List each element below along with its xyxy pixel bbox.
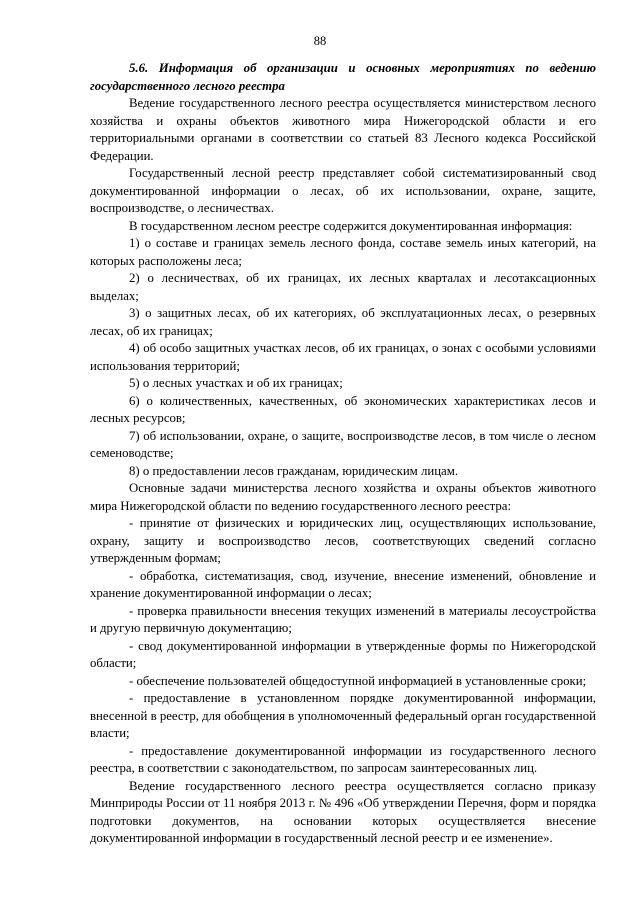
list-item: - принятие от физических и юридических лиц, осуществляющих использование, охрану, защиту и воспроизводство лесов, соответствующих сведений согласно утвержденным формам; bbox=[90, 516, 596, 565]
list-item: 8) о предоставлении лесов гражданам, юридическим лицам. bbox=[129, 463, 459, 478]
list-item: - обеспечение пользователей общедоступной информацией в установленные сроки; bbox=[129, 673, 587, 688]
paragraph: Ведение государственного лесного реестра осуществляется министерством лесного хозяйства и охраны объектов животного мира Нижегородской области и его территориальными органами в соответствии со статьей 83 Лесного кодекса Российской Федерации. bbox=[90, 96, 596, 163]
list-item: 4) об особо защитных участках лесов, об их границах, о зонах с особыми условиями использования территорий; bbox=[90, 341, 596, 373]
section-body bbox=[90, 60, 596, 848]
paragraph: Государственный лесной реестр представляет собой систематизированный свод документированной информации о лесах, об их использовании, охране, защите, воспроизводстве, о лесничествах. bbox=[90, 166, 596, 215]
list-item: 7) об использовании, охране, о защите, воспроизводстве лесов, в том числе о лесном семеноводстве; bbox=[90, 428, 596, 460]
paragraph: В государственном лесном реестре содержится документированная информация: bbox=[129, 218, 573, 233]
list-item: 1) о составе и границах земель лесного фонда, составе земель иных категорий, на которых расположены леса; bbox=[90, 236, 596, 268]
page-number: 88 bbox=[313, 34, 327, 48]
list-item: 6) о количественных, качественных, об экономических характеристиках лесов и лесных ресурсов; bbox=[90, 393, 596, 425]
list-item: - свод документированной информации в утвержденные формы по Нижегородской области; bbox=[90, 638, 596, 670]
list-item: 3) о защитных лесах, об их категориях, об эксплуатационных лесах, о резервных лесах, об их границах; bbox=[90, 306, 596, 338]
paragraph: Ведение государственного лесного реестра осуществляется согласно приказу Минприроды России от 11 ноября 2013 г. № 496 «Об утверждении Перечня, форм и порядка подготовки документов, на основании которых осуществляется внесение документированной информации в государственный лесной реестр и ее изменение». bbox=[90, 778, 596, 845]
list-item: 5) о лесных участках и об их границах; bbox=[129, 376, 343, 390]
list-item: - проверка правильности внесения текущих изменений в материалы лесоустройства и другую первичную документацию; bbox=[90, 603, 596, 635]
section-heading: 5.6. Информация об организации и основных мероприятиях по ведению государственного лесного реестра bbox=[90, 61, 596, 93]
list-item: - предоставление в установленном порядке документированной информации, внесенной в реестр, для обобщения в уполномоченный федеральный орган государственной власти; bbox=[90, 691, 596, 740]
list-item: 2) о лесничествах, об их границах, их лесных кварталах и лесотаксационных выделах; bbox=[90, 271, 596, 303]
list-item: - обработка, систематизация, свод, изучение, внесение изменений, обновление и хранение документированной информации о лесах; bbox=[90, 568, 596, 600]
list-item: - предоставление документированной информации из государственного лесного реестра, в соответствии с законодательством, по запросам заинтересованных лиц. bbox=[90, 743, 596, 775]
paragraph: Основные задачи министерства лесного хозяйства и охраны объектов животного мира Нижегородской области по ведению государственного лесного реестра: bbox=[90, 481, 596, 513]
